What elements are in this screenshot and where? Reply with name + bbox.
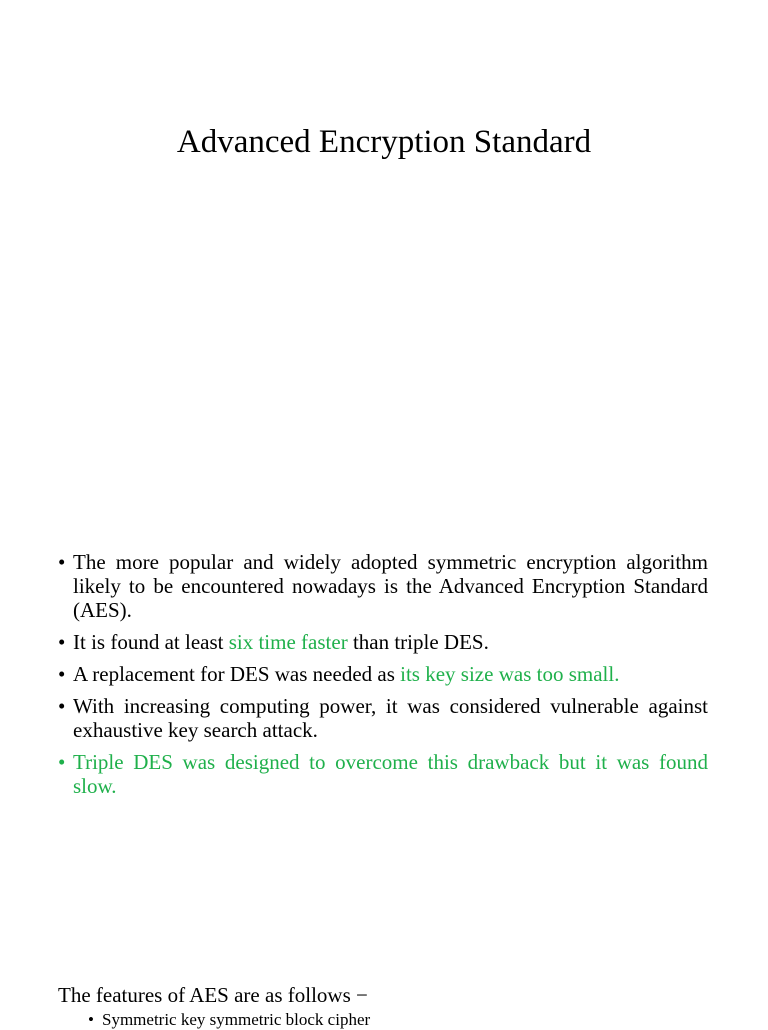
list-item [88,1010,370,1030]
list-item [58,662,708,686]
bullet-text: than triple DES. [347,630,489,654]
highlighted-text: Triple DES was designed to overcome this drawback but it was found slow. [73,750,708,798]
bullet-icon: • [58,550,66,574]
list-item [58,694,708,742]
highlighted-text: six time faster [228,630,348,654]
bullet-list [58,550,708,806]
highlighted-text: its key size was too small. [400,662,620,686]
bullet-icon: • [88,1010,94,1029]
features-heading: The features of AES are as follows − [58,983,368,1007]
bullet-icon: • [58,662,66,686]
feature-text: Symmetric key symmetric block cipher [102,1010,371,1029]
list-item [58,630,708,654]
bullet-icon: • [58,750,66,774]
list-item [58,550,708,622]
page-title: Advanced Encryption Standard [176,124,592,160]
bullet-text: The more popular and widely adopted symmetric encryption algorithm likely to be encountered nowadays is the Advanced Encryption Standard (AES). [73,550,708,622]
bullet-text: A replacement for DES was needed as [73,662,401,686]
list-item [58,750,708,798]
bullet-text: It is found at least [73,630,229,654]
bullet-text: With increasing computing power, it was considered vulnerable against exhaustive key search attack. [73,694,708,742]
features-list [88,1010,370,1030]
bullet-icon: • [58,630,66,654]
bullet-icon: • [58,694,66,718]
